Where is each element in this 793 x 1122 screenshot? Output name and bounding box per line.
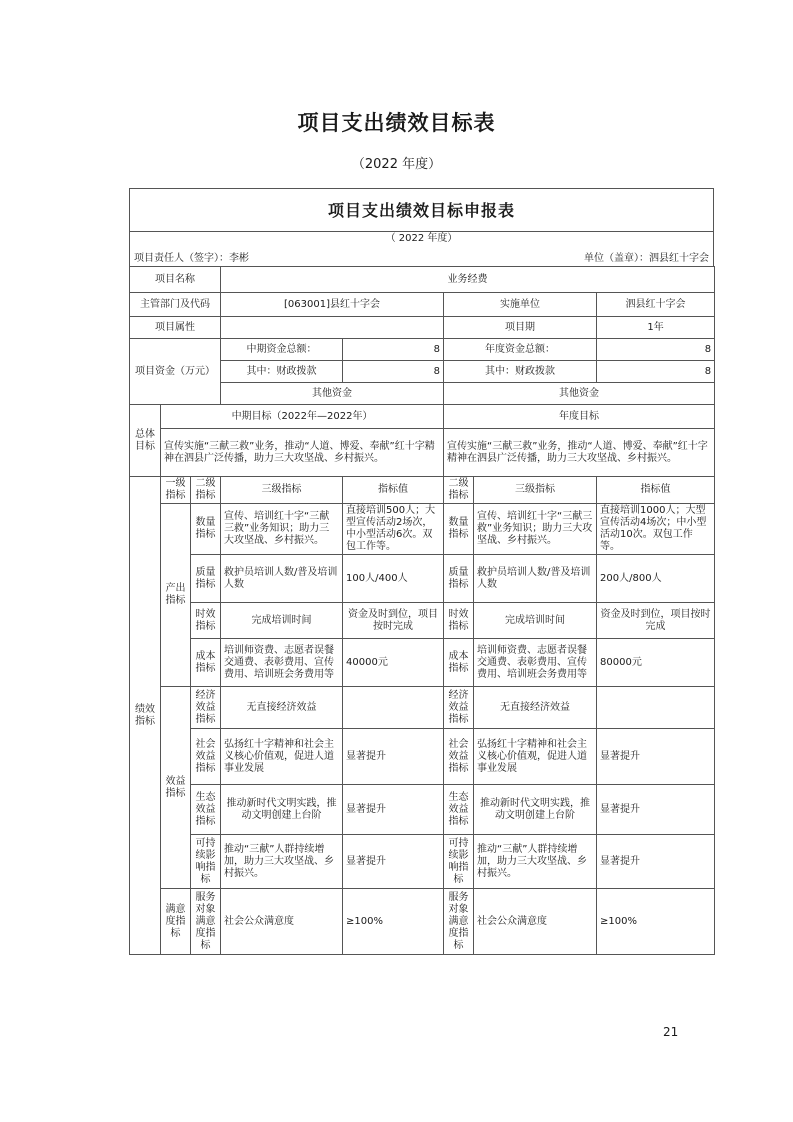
table-row: [130, 603, 715, 639]
indicator-level3-right: 推动新时代文明实践，推动文明创建上台阶: [474, 785, 597, 835]
header-level3-right: 三级指标: [474, 477, 597, 504]
indicator-level2-right: 社会效益指标: [444, 729, 474, 785]
indicator-value-right: 显著提升: [597, 729, 715, 785]
year-total-label: 年度资金总额：: [444, 339, 597, 361]
year-total-value: 8: [597, 339, 715, 361]
responsible-person: 项目责任人（签字）：李彬: [134, 252, 249, 264]
mid-goal-header: 中期目标（2022年—2022年）: [161, 405, 444, 429]
fund-total-row: [130, 339, 715, 361]
mid-fin-label: 其中：财政拨款: [221, 361, 343, 383]
indicator-level2-right: 经济效益指标: [444, 687, 474, 729]
indicator-level2: 可持续影响指标: [191, 835, 221, 889]
table-row: [130, 555, 715, 603]
year-fin-label: 其中：财政拨款: [444, 361, 597, 383]
indicator-value-right: [597, 687, 715, 729]
project-name-row: [130, 267, 715, 293]
form-year: （ 2022 年度）: [129, 231, 714, 246]
impl-unit-label: 实施单位: [444, 293, 597, 317]
indicator-value-right: 显著提升: [597, 785, 715, 835]
indicator-level2-right: 时效指标: [444, 603, 474, 639]
indicator-level3: 推动新时代文明实践，推动文明创建上台阶: [221, 785, 343, 835]
indicator-level2: 社会效益指标: [191, 729, 221, 785]
header-value-right: 指标值: [597, 477, 715, 504]
indicator-level2: 成本指标: [191, 639, 221, 687]
mid-goal-text: 宣传实施“三献三救”业务，推动“人道、博爱、奉献”红十字精神在泗县广泛传播，助力三大攻坚战、乡村振兴。: [161, 429, 444, 477]
indicator-value-right: 显著提升: [597, 835, 715, 889]
dept-value: [063001]县红十字会: [221, 293, 444, 317]
indicator-level3: 完成培训时间: [221, 603, 343, 639]
page-number: 21: [663, 1025, 679, 1039]
header-level2-right: 二级指标: [444, 477, 474, 504]
indicator-level3-right: 培训师资费、志愿者误餐交通费、表彰费用、宣传费用、培训班会务费用等: [474, 639, 597, 687]
indicator-level3: 推动“三献”人群持续增加，助力三大攻坚战、乡村振兴。: [221, 835, 343, 889]
indicator-level2-right: 生态效益指标: [444, 785, 474, 835]
header-level1: 一级指标: [161, 477, 191, 504]
indicator-value-right: 资金及时到位，项目按时完成: [597, 603, 715, 639]
attr-value: [221, 317, 444, 339]
indicator-value-right: 直接培训1000人；大型宣传活动4场次；中小型活动10次。双包工作等。: [597, 504, 715, 555]
mid-total-value: 8: [343, 339, 444, 361]
header-value: 指标值: [343, 477, 444, 504]
table-row: [130, 785, 715, 835]
perf-indicator-label: 绩效指标: [130, 477, 161, 955]
page-year: （2022 年度）: [351, 157, 442, 172]
indicator-level3-right: 弘扬红十字精神和社会主义核心价值观，促进人道事业发展: [474, 729, 597, 785]
year-other-label: 其他资金: [444, 383, 715, 405]
indicator-value: 显著提升: [343, 729, 444, 785]
indicator-value-right: ≥100%: [597, 889, 715, 955]
indicator-level3: 培训师资费、志愿者误餐交通费、表彰费用、宣传费用、培训班会务费用等: [221, 639, 343, 687]
indicator-level3: 无直接经济效益: [221, 687, 343, 729]
attr-label: 项目属性: [130, 317, 221, 339]
table-row: [130, 835, 715, 889]
page-title: 项目支出绩效目标表: [297, 111, 496, 135]
indicator-value-right: 200人/800人: [597, 555, 715, 603]
satisfaction-indicator-label: 满意度指标: [161, 889, 191, 955]
project-name-value: 业务经费: [221, 267, 715, 293]
indicator-header-row: [130, 477, 715, 504]
mid-fin-value: 8: [343, 361, 444, 383]
year-goal-header: 年度目标: [444, 405, 715, 429]
year-fin-value: 8: [597, 361, 715, 383]
mid-other-label: 其他资金: [221, 383, 444, 405]
indicator-level3: 宣传、培训红十字“三献三救”业务知识；助力三大攻坚战、乡村振兴。: [221, 504, 343, 555]
dept-label: 主管部门及代码: [130, 293, 221, 317]
header-level2: 二级指标: [191, 477, 221, 504]
table-row: [130, 639, 715, 687]
indicator-level2-right: 数量指标: [444, 504, 474, 555]
indicator-level2: 服务对象满意度指标: [191, 889, 221, 955]
project-name-label: 项目名称: [130, 267, 221, 293]
indicator-value: 显著提升: [343, 835, 444, 889]
indicator-level2-right: 质量指标: [444, 555, 474, 603]
period-label: 项目期: [444, 317, 597, 339]
indicator-value: 100人/400人: [343, 555, 444, 603]
indicator-level2-right: 成本指标: [444, 639, 474, 687]
department-row: [130, 293, 715, 317]
table-row: [130, 729, 715, 785]
benefit-indicator-label: 效益指标: [161, 687, 191, 889]
indicator-level2-right: 服务对象满意度指标: [444, 889, 474, 955]
goal-text-row: [130, 429, 715, 477]
attribute-row: [130, 317, 715, 339]
form-title: 项目支出绩效目标申报表: [129, 188, 714, 231]
overall-goal-label: 总体目标: [130, 405, 161, 477]
indicator-value: [343, 687, 444, 729]
table-row: [130, 687, 715, 729]
impl-unit-value: 泗县红十字会: [597, 293, 715, 317]
target-table: [129, 266, 715, 955]
indicator-value: 40000元: [343, 639, 444, 687]
indicator-level3: 弘扬红十字精神和社会主义核心价值观，促进人道事业发展: [221, 729, 343, 785]
output-indicator-label: 产出指标: [161, 504, 191, 687]
indicator-level2: 经济效益指标: [191, 687, 221, 729]
indicator-level2-right: 可持续影响指标: [444, 835, 474, 889]
indicator-value: 资金及时到位，项目按时完成: [343, 603, 444, 639]
period-value: 1年: [597, 317, 715, 339]
indicator-level2: 质量指标: [191, 555, 221, 603]
table-row: [130, 889, 715, 955]
reporting-unit: 单位（盖章）：泗县红十字会: [584, 252, 709, 264]
indicator-level3-right: 推动“三献”人群持续增加，助力三大攻坚战、乡村振兴。: [474, 835, 597, 889]
form-meta-row: [129, 246, 714, 266]
indicator-level3-right: 宣传、培训红十字“三献三救”业务知识；助力三大攻坚战、乡村振兴。: [474, 504, 597, 555]
indicator-level3-right: 救护员培训人数/普及培训人数: [474, 555, 597, 603]
year-goal-text: 宣传实施“三献三救”业务，推动“人道、博爱、奉献”红十字精神在泗县广泛传播，助力三大攻坚战、乡村振兴。: [444, 429, 715, 477]
indicator-value: ≥100%: [343, 889, 444, 955]
performance-form: [129, 188, 714, 955]
table-row: [130, 504, 715, 555]
indicator-level3: 社会公众满意度: [221, 889, 343, 955]
indicator-level3: 救护员培训人数/普及培训人数: [221, 555, 343, 603]
indicator-level2: 时效指标: [191, 603, 221, 639]
mid-total-label: 中期资金总额：: [221, 339, 343, 361]
goal-header-row: [130, 405, 715, 429]
indicator-level2: 数量指标: [191, 504, 221, 555]
indicator-level3-right: 完成培训时间: [474, 603, 597, 639]
indicator-value-right: 80000元: [597, 639, 715, 687]
fund-label: 项目资金（万元）: [130, 339, 221, 405]
indicator-level3-right: 无直接经济效益: [474, 687, 597, 729]
indicator-value: 直接培训500人；大型宣传活动2场次，中小型活动6次。双包工作等。: [343, 504, 444, 555]
indicator-level2: 生态效益指标: [191, 785, 221, 835]
header-level3: 三级指标: [221, 477, 343, 504]
indicator-value: 显著提升: [343, 785, 444, 835]
indicator-level3-right: 社会公众满意度: [474, 889, 597, 955]
